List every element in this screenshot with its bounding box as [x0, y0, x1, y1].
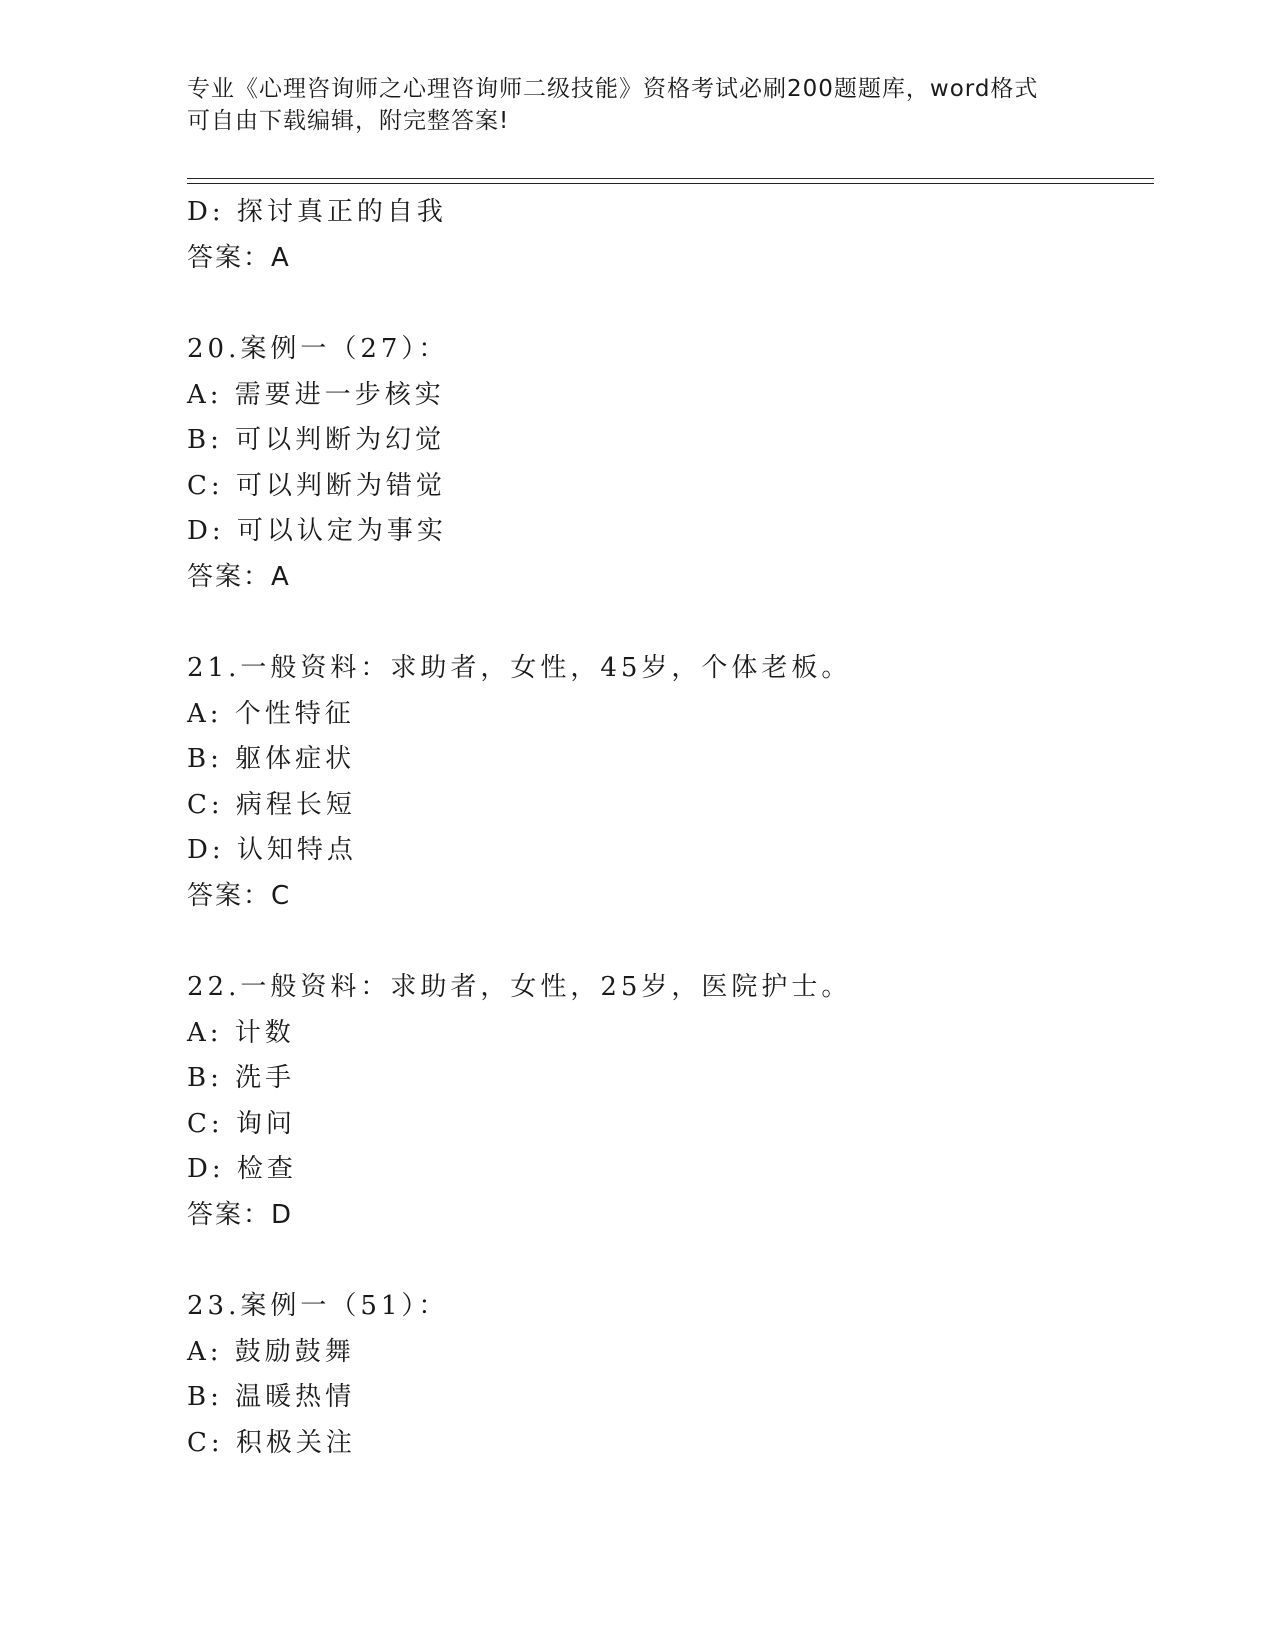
- answer-line: 答案：C: [187, 880, 292, 911]
- option-d: D: 检查: [187, 1154, 297, 1184]
- question-block: [187, 1284, 1154, 1466]
- option-d: D: 可以认定为事实: [187, 516, 447, 546]
- header-line-1: 专业《心理咨询师之心理咨询师二级技能》资格考试必刷200题题库，word格式: [187, 76, 1039, 102]
- option-b: B: 洗手: [187, 1063, 296, 1093]
- question-stem: 22.一般资料：求助者，女性，25岁，医院护士。: [187, 972, 852, 1002]
- question-stem: 20.案例一（27）：: [187, 334, 449, 364]
- option-a: A: 计数: [187, 1017, 295, 1048]
- option-c: C: 病程长短: [187, 789, 356, 820]
- question-block: [187, 646, 1154, 919]
- option-d: D: 探讨真正的自我: [187, 197, 447, 227]
- question-stem: 23.案例一（51）：: [187, 1291, 449, 1321]
- answer-line: 答案：A: [187, 561, 291, 592]
- option-c: C: 可以判断为错觉: [187, 470, 446, 501]
- option-a: A: 鼓励鼓舞: [187, 1336, 355, 1367]
- question-block: [187, 965, 1154, 1238]
- question-list: [187, 190, 1154, 1466]
- option-b: B: 温暖热情: [187, 1382, 356, 1412]
- option-a: A: 个性特征: [187, 698, 355, 729]
- option-d: D: 认知特点: [187, 835, 357, 865]
- question-stem: 21.一般资料：求助者，女性，45岁，个体老板。: [187, 653, 852, 683]
- answer-line: 答案：D: [187, 1199, 294, 1230]
- option-c: C: 询问: [187, 1108, 296, 1139]
- option-c: C: 积极关注: [187, 1427, 356, 1458]
- header-divider-top: [187, 178, 1154, 179]
- header-divider-bottom: [187, 183, 1154, 184]
- option-b: B: 躯体症状: [187, 744, 356, 774]
- header-line-2: 可自由下载编辑，附完整答案!: [187, 108, 510, 134]
- option-b: B: 可以判断为幻觉: [187, 425, 446, 455]
- question-block: [187, 327, 1154, 600]
- question-block: [187, 190, 1154, 281]
- document-header: [187, 73, 1087, 137]
- answer-line: 答案：A: [187, 242, 291, 273]
- option-a: A: 需要进一步核实: [187, 379, 445, 410]
